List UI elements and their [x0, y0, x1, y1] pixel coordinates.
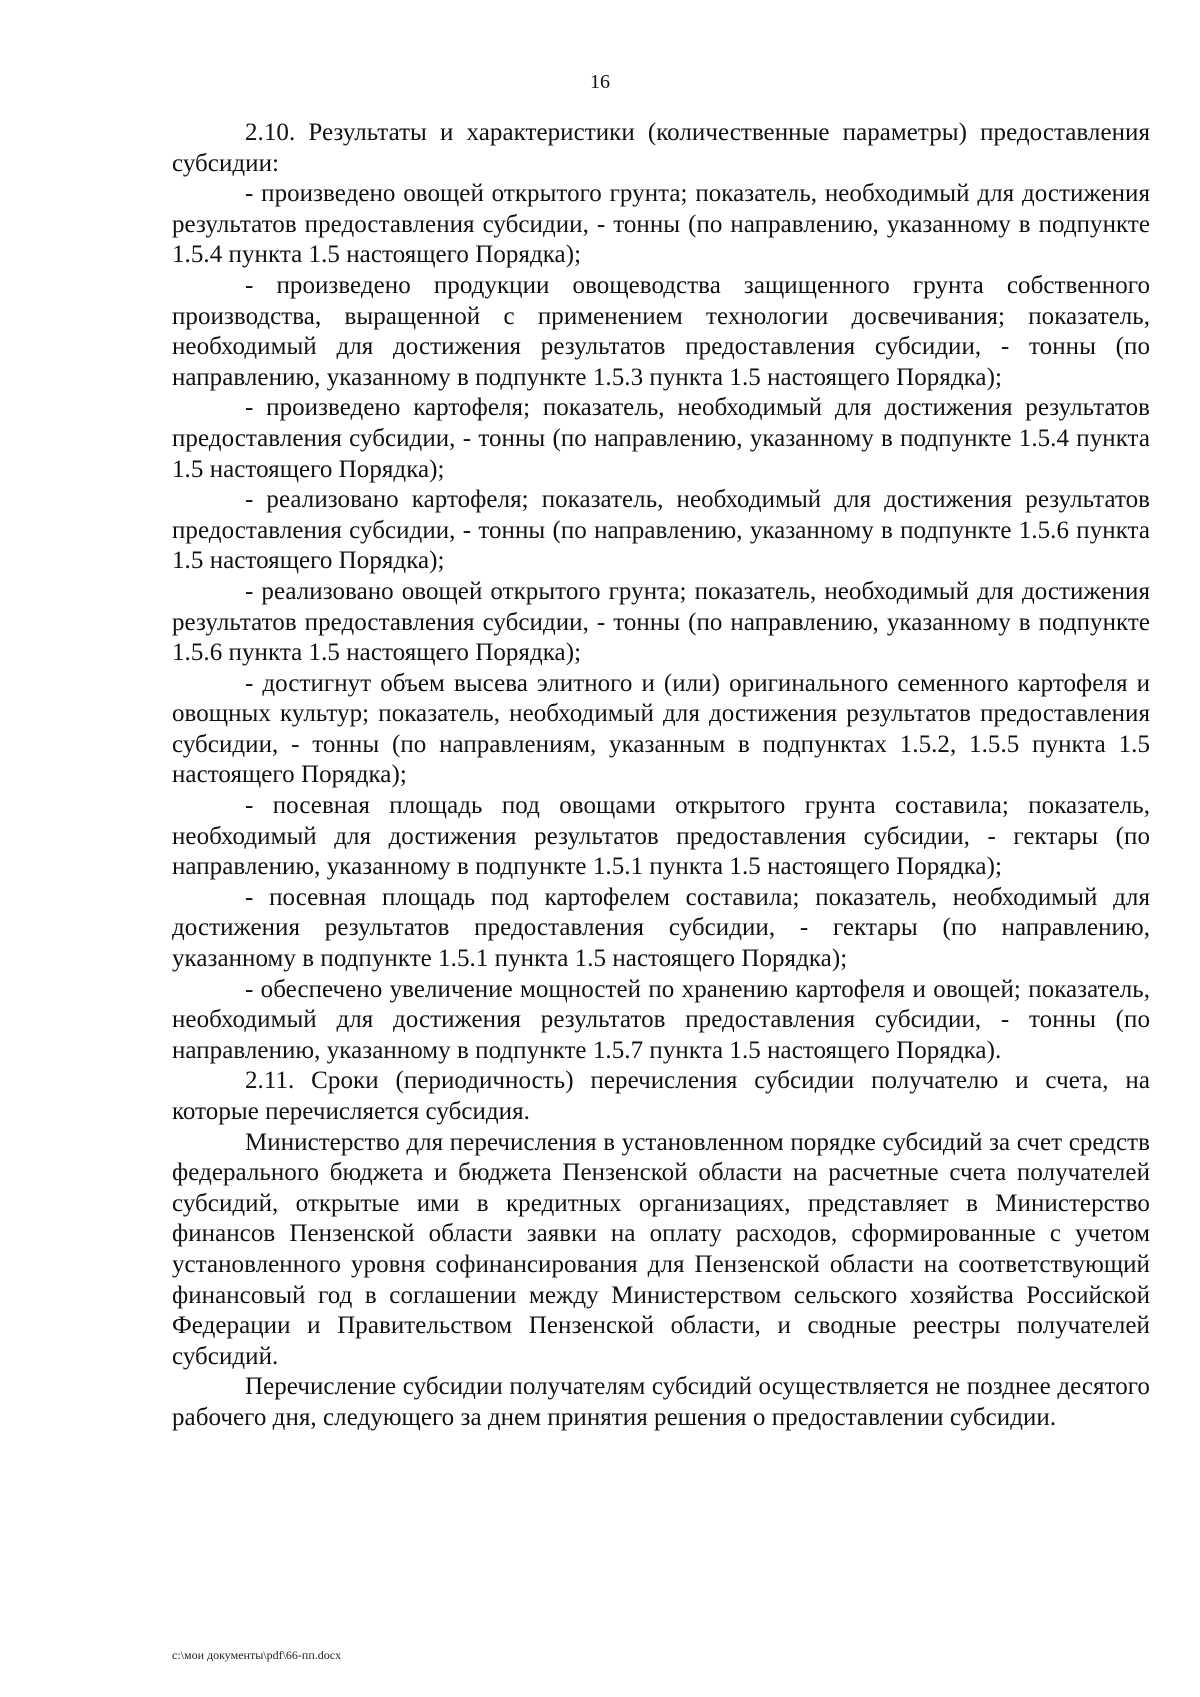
section-2-10-heading: 2.10. Результаты и характеристики (количественные параметры) предоставления субсидии: [172, 119, 1150, 177]
section-2-11-heading: 2.11. Сроки (периодичность) перечисления субсидии получателю и счета, на которые перечисляется субсидия. [172, 1067, 1150, 1125]
list-item-potatoes-produced: - произведено картофеля; показатель, необходимый для достижения результатов предоставления субсидии, - тонны (по направлению, указанному в подпункте 1.5.4 пункта 1.5 настоящего Порядка); [172, 394, 1150, 483]
list-item-open-ground-vegetables-produced: - произведено овощей открытого грунта; показатель, необходимый для достижения результатов предоставления субсидии, - тонны (по направлению, указанному в подпункте 1.5.4 пункта 1.5 настоящего Порядка); [172, 180, 1150, 269]
footer-file-path: c:\мои документы\pdf\66-пп.docx [172, 1648, 342, 1662]
list-item-vegetable-sown-area: - посевная площадь под овощами открытого грунта составила; показатель, необходимый для достижения результатов предоставления субсидии, - гектары (по направлению, указанному в подпункте 1.5.1 пункта 1.5 настоящего Порядка); [172, 792, 1150, 881]
list-item-seed-sowing-volume: - достигнут объем высева элитного и (или) оригинального семенного картофеля и овощных культур; показатель, необходимый для достижения результатов предоставления субсидии, - тонны (по направлениям, указанным в подпунктах 1.5.2, 1.5.5 пункта 1.5 настоящего Порядка); [172, 669, 1150, 789]
list-item-open-ground-vegetables-sold: - реализовано овощей открытого грунта; показатель, необходимый для достижения результатов предоставления субсидии, - тонны (по направлению, указанному в подпункте 1.5.6 пункта 1.5 настоящего Порядка); [172, 577, 1150, 667]
list-item-potato-sown-area: - посевная площадь под картофелем составила; показатель, необходимый для достижения результатов предоставления субсидии, - гектары (по направлению, указанному в подпункте 1.5.1 пункта 1.5 настоящего Порядка); [172, 883, 1150, 973]
list-item-storage-capacity: - обеспечено увеличение мощностей по хранению картофеля и овощей; показатель, необходимый для достижения результатов предоставления субсидии, - тонны (по направлению, указанному в подпункте 1.5.7 пункта 1.5 настоящего Порядка). [172, 975, 1150, 1064]
document-body [172, 118, 1150, 1434]
list-item-greenhouse-produce: - произведено продукции овощеводства защищенного грунта собственного производства, выращенной с применением технологии досвечивания; показатель, необходимый для достижения результатов предоставления субсидии, - тонны (по направлению, указанному в подпункте 1.5.3 пункта 1.5 настоящего Порядка); [172, 271, 1150, 391]
paragraph-ministry-transfer: Министерство для перечисления в установленном порядке субсидий за счет средств федерального бюджета и бюджета Пензенской области на расчетные счета получателей субсидий, открытые ими в кредитных организациях, представляет в Министерство финансов Пензенской области заявки на оплату расходов, сформированные с учетом установленного уровня софинансирования для Пензенской области на соответствующий финансовый год в соглашении между Министерством сельского хозяйства Российской Федерации и Правительством Пензенской области, и сводные реестры получателей субсидий. [172, 1128, 1150, 1370]
paragraph-transfer-deadline: Перечисление субсидии получателям субсидий осуществляется не позднее десятого рабочего дня, следующего за днем принятия решения о предоставлении субсидии. [172, 1373, 1150, 1431]
page-number: 16 [590, 71, 610, 93]
list-item-potatoes-sold: - реализовано картофеля; показатель, необходимый для достижения результатов предоставления субсидии, - тонны (по направлению, указанному в подпункте 1.5.6 пункта 1.5 настоящего Порядка); [172, 486, 1150, 575]
